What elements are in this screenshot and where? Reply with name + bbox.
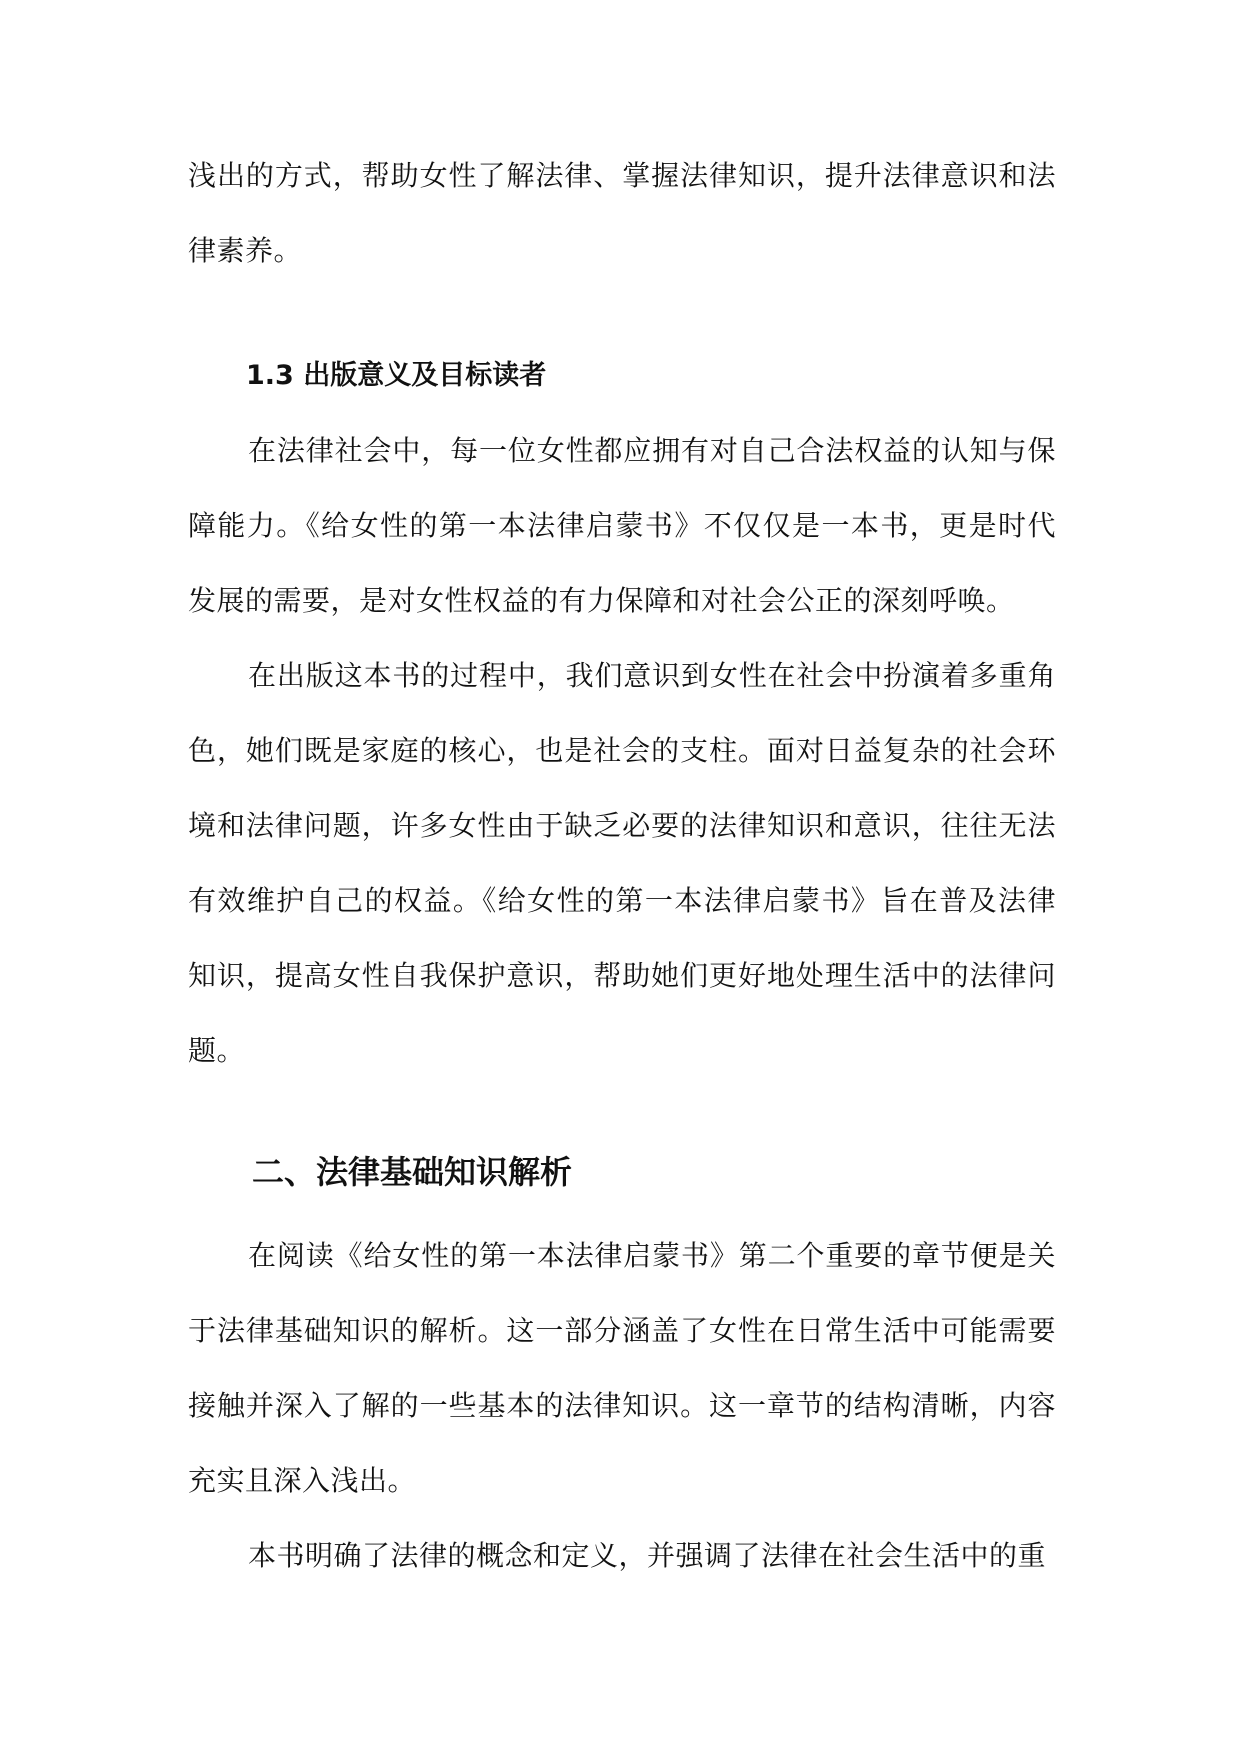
section-1-3-paragraph-2: 在出版这本书的过程中，我们意识到女性在社会中扮演着多重角色，她们既是家庭的核心，也是社会的支柱。面对日益复杂的社会环境和法律问题，许多女性由于缺乏必要的法律知识和意识，往往无法有效维护自己的权益。《给女性的第一本法律启蒙书》旨在普及法律知识，提高女性自我保护意识，帮助她们更好地处理生活中的法律问题。 [188,659,1056,1067]
document-body [188,138,1056,1593]
chapter-heading-2: 二、法律基础知识解析 [252,1153,573,1191]
intro-paragraph: 浅出的方式，帮助女性了解法律、掌握法律知识，提升法律意识和法律素养。 [188,159,1056,267]
section-heading-1-3: 1.3 出版意义及目标读者 [246,360,547,391]
chapter-2-paragraph-2: 本书明确了法律的概念和定义，并强调了法律在社会生活中的重 [248,1539,1047,1572]
section-1-3-paragraph-1: 在法律社会中，每一位女性都应拥有对自己合法权益的认知与保障能力。《给女性的第一本法律启蒙书》不仅仅是一本书，更是时代发展的需要，是对女性权益的有力保障和对社会公正的深刻呼唤。 [188,434,1056,617]
chapter-2-paragraph-1: 在阅读《给女性的第一本法律启蒙书》第二个重要的章节便是关于法律基础知识的解析。这一部分涵盖了女性在日常生活中可能需要接触并深入了解的一些基本的法律知识。这一章节的结构清晰，内容充实且深入浅出。 [188,1239,1056,1497]
